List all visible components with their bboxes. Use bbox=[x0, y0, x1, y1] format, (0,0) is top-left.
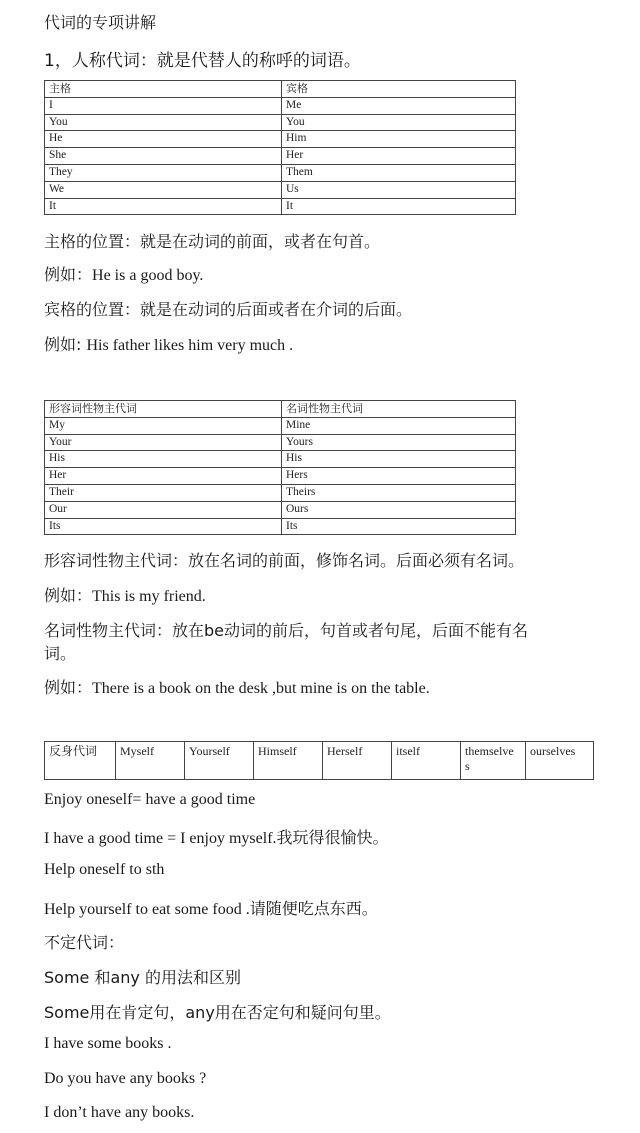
table-cell: Ours bbox=[282, 501, 516, 518]
table-cell: itself bbox=[392, 742, 461, 780]
table-cell: Its bbox=[45, 518, 282, 535]
table-row bbox=[45, 181, 516, 198]
table-cell: Himself bbox=[254, 742, 323, 780]
header-object-case: 宾格 bbox=[282, 81, 516, 98]
table-header-row bbox=[45, 81, 516, 98]
text-line: I have some books . bbox=[44, 1035, 172, 1052]
table-cell: His bbox=[45, 451, 282, 468]
personal-pronoun-table bbox=[44, 80, 516, 215]
subject-case-note: 主格的位置：就是在动词的前面，或者在句首。 bbox=[44, 232, 381, 251]
example-line bbox=[44, 262, 203, 285]
table-row bbox=[45, 451, 516, 468]
table-cell: My bbox=[45, 417, 282, 434]
header-subject-case: 主格 bbox=[45, 81, 282, 98]
possessive-pronoun-table bbox=[44, 400, 516, 535]
table-row bbox=[45, 148, 516, 165]
table-row bbox=[45, 131, 516, 148]
table-cell: Her bbox=[282, 148, 516, 165]
section-heading-personal-pronouns: 1，人称代词：就是代替人的称呼的词语。 bbox=[44, 51, 361, 71]
table-row bbox=[45, 97, 516, 114]
example-line bbox=[44, 332, 293, 355]
table-cell: Herself bbox=[323, 742, 392, 780]
text-line: Some用在肯定句，any用在否定句和疑问句里。 bbox=[44, 1003, 391, 1022]
example-line bbox=[44, 583, 206, 606]
cell-text: themselve bbox=[465, 744, 514, 758]
table-row bbox=[45, 164, 516, 181]
example-label: 例如： bbox=[44, 265, 93, 284]
table-row bbox=[45, 198, 516, 215]
example-label: 例如: bbox=[44, 335, 82, 354]
example-line bbox=[44, 675, 430, 698]
table-header-row bbox=[45, 401, 516, 418]
table-cell: ourselves bbox=[526, 742, 594, 780]
table-cell: Its bbox=[282, 518, 516, 535]
cell-text-wrap: s bbox=[465, 759, 470, 773]
header-noun-possessive: 名词性物主代词 bbox=[282, 401, 516, 418]
table-cell: We bbox=[45, 181, 282, 198]
table-cell: Your bbox=[45, 434, 282, 451]
text-line: I don’t have any books. bbox=[44, 1104, 195, 1121]
noun-possessive-note: 名词性物主代词：放在be动词的前后，句首或者句尾，后面不能有名 bbox=[44, 621, 529, 640]
table-cell: Us bbox=[282, 181, 516, 198]
example-text: He is a good boy. bbox=[92, 267, 204, 284]
text-line: Help yourself to eat some food .请随便吃点东西。 bbox=[44, 901, 378, 918]
table-cell: They bbox=[45, 164, 282, 181]
table-cell: Hers bbox=[282, 468, 516, 485]
table-cell: It bbox=[282, 198, 516, 215]
table-cell: She bbox=[45, 148, 282, 165]
reflexive-header: 反身代词 bbox=[45, 742, 116, 780]
table-row bbox=[45, 484, 516, 501]
table-cell: He bbox=[45, 131, 282, 148]
table-row bbox=[45, 742, 594, 780]
text-line: Help oneself to sth bbox=[44, 861, 165, 878]
table-row bbox=[45, 468, 516, 485]
table-cell: Them bbox=[282, 164, 516, 181]
text-line: Do you have any books ? bbox=[44, 1070, 207, 1087]
table-cell: You bbox=[282, 114, 516, 131]
text-line: I have a good time = I enjoy myself.我玩得很愉快。 bbox=[44, 830, 389, 847]
table-cell: Our bbox=[45, 501, 282, 518]
text-line: Enjoy oneself= have a good time bbox=[44, 791, 256, 808]
table-cell: It bbox=[45, 198, 282, 215]
table-row bbox=[45, 114, 516, 131]
example-label: 例如： bbox=[44, 678, 93, 697]
table-cell: You bbox=[45, 114, 282, 131]
table-cell: Him bbox=[282, 131, 516, 148]
table-cell: Me bbox=[282, 97, 516, 114]
table-cell: Theirs bbox=[282, 484, 516, 501]
object-case-note: 宾格的位置：就是在动词的后面或者在介词的后面。 bbox=[44, 300, 413, 319]
table-cell: Her bbox=[45, 468, 282, 485]
table-cell: I bbox=[45, 97, 282, 114]
adjective-possessive-note: 形容词性物主代词：放在名词的前面，修饰名词。后面必须有名词。 bbox=[44, 551, 525, 570]
table-row bbox=[45, 434, 516, 451]
table-cell: Myself bbox=[116, 742, 185, 780]
table-cell: Their bbox=[45, 484, 282, 501]
table-cell: His bbox=[282, 451, 516, 468]
table-row bbox=[45, 518, 516, 535]
table-cell bbox=[461, 742, 526, 780]
header-adjective-possessive: 形容词性物主代词 bbox=[45, 401, 282, 418]
noun-possessive-note-continued: 词。 bbox=[44, 644, 77, 663]
example-label: 例如： bbox=[44, 586, 93, 605]
table-cell: Yourself bbox=[185, 742, 254, 780]
table-row bbox=[45, 417, 516, 434]
text-line: 不定代词： bbox=[44, 933, 125, 952]
example-text: This is my friend. bbox=[92, 588, 206, 605]
table-row bbox=[45, 501, 516, 518]
example-text: There is a book on the desk ,but mine is on the table. bbox=[92, 680, 430, 697]
text-line: Some 和any 的用法和区别 bbox=[44, 968, 241, 987]
reflexive-pronoun-table bbox=[44, 741, 594, 780]
page-title: 代词的专项讲解 bbox=[44, 13, 157, 32]
example-text: His father likes him very much . bbox=[86, 337, 294, 354]
table-cell: Yours bbox=[282, 434, 516, 451]
table-cell: Mine bbox=[282, 417, 516, 434]
